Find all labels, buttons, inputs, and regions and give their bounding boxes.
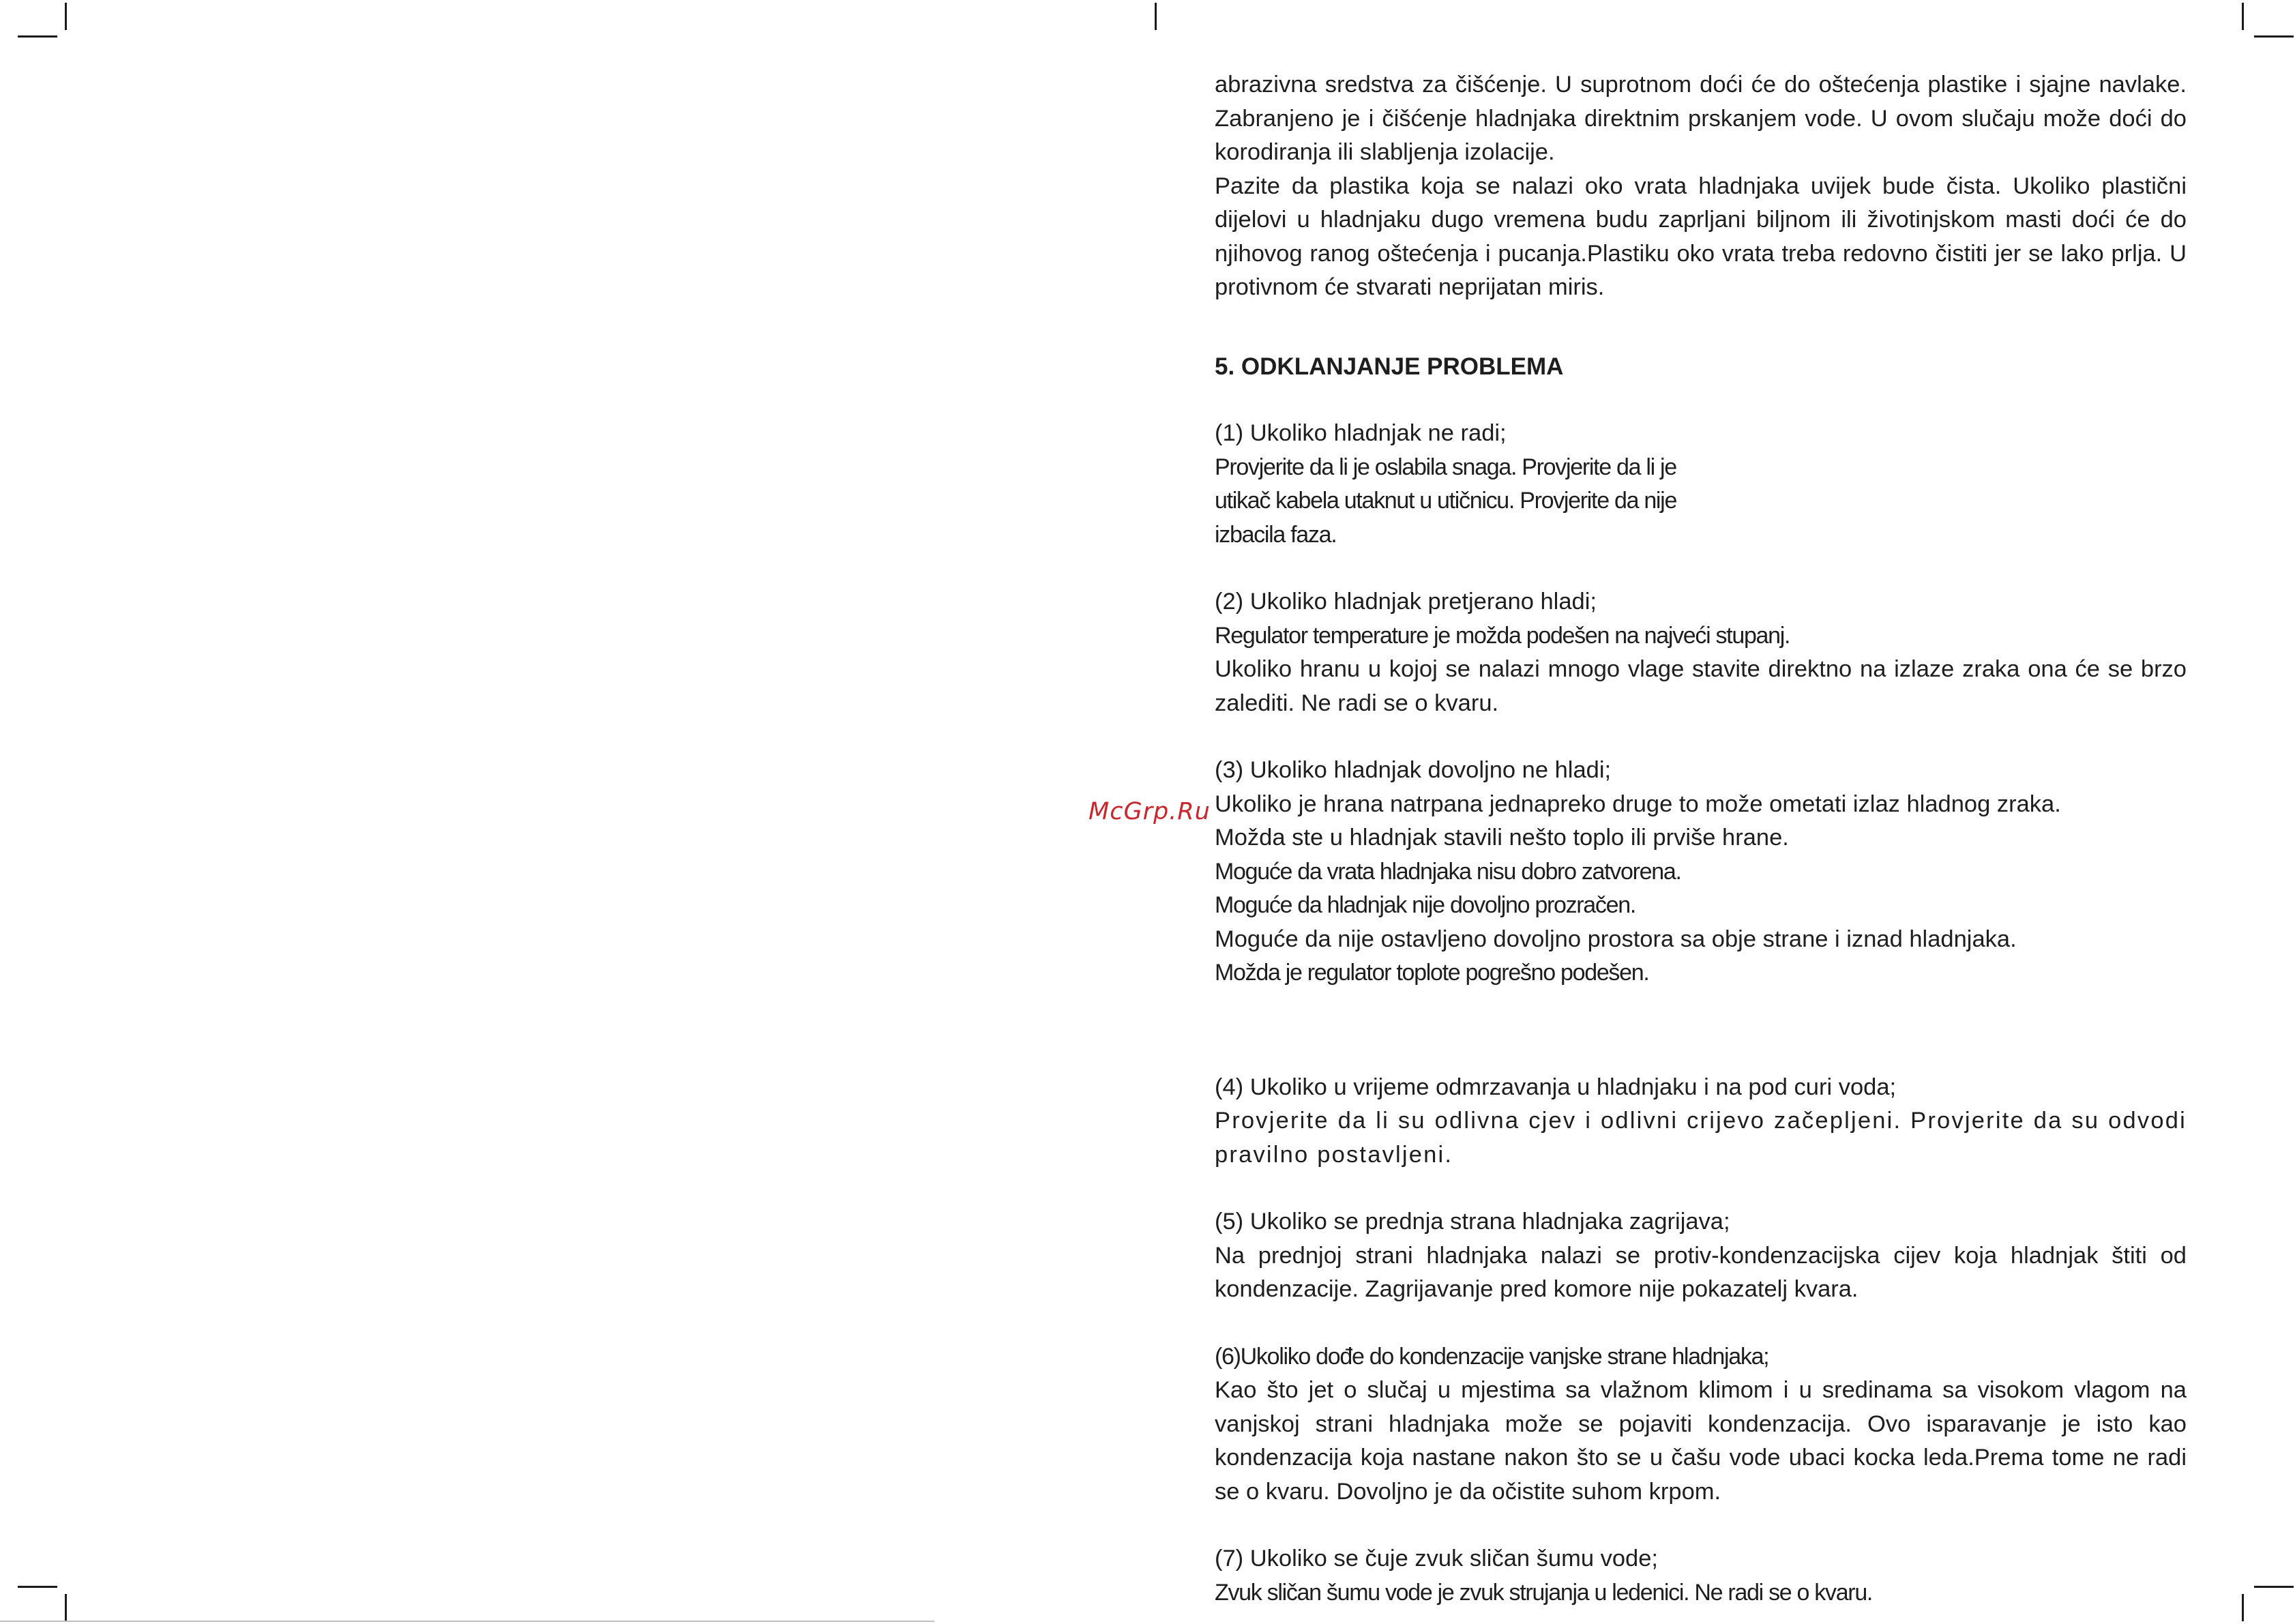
manual-text-column	[1215, 68, 2187, 1610]
troubleshoot-answer-paragraph: Ukoliko hranu u kojoj se nalazi mnogo vlage stavite direktno na izlaze zraka ona će se brzo zalediti. Ne radi se o kvaru.	[1215, 656, 2187, 716]
footer-rule	[0, 1621, 934, 1622]
troubleshoot-question-7: (7) Ukoliko se čuje zvuk sličan šumu vode;	[1215, 1546, 1659, 1571]
crop-mark-bottom-left-v	[65, 1594, 67, 1621]
troubleshoot-question-2: (2) Ukoliko hladnjak pretjerano hladi;	[1215, 589, 1597, 615]
troubleshoot-answer-line: izbacila faza.	[1215, 521, 1337, 548]
troubleshoot-answer-line: Moguće da hladnjak nije dovoljno prozračen.	[1215, 892, 1635, 918]
troubleshoot-answer-paragraph: Provjerite da li su odlivna cjev i odlivni crijevo začepljeni. Provjerite da su odvodi pravilno postavljeni.	[1215, 1108, 2187, 1168]
troubleshoot-answer-line: Moguće da vrata hladnjaka nisu dobro zatvorena.	[1215, 858, 1681, 885]
troubleshoot-answer-line: Možda ste u hladnjak stavili nešto toplo ili prviše hrane.	[1215, 825, 1789, 851]
troubleshoot-answer-line: utikač kabela utaknut u utičnicu. Provjerite da nije	[1215, 488, 1677, 514]
troubleshoot-answer-paragraph: Kao što jet o slučaj u mjestima sa vlažnom klimom i u sredinama sa visokom vlagom na vanjskoj strani hladnjaka može se pojaviti kondenzacija. Ovo isparavanje je isto kao kondenzacija koja nastane nakon što se u čašu vode ubaci kocka leda.Prema tome ne radi se o kvaru. Dovoljno je da očistite suhom krpom.	[1215, 1377, 2187, 1505]
crop-mark-top-left-v	[65, 3, 67, 30]
crop-mark-top-center-v	[1155, 3, 1157, 30]
troubleshoot-question-1: (1) Ukoliko hladnjak ne radi;	[1215, 420, 1507, 446]
intro-paragraph-2: Pazite da plastika koja se nalazi oko vrata hladnjaka uvijek bude čista. Ukoliko plastični dijelovi u hladnjaku dugo vremena budu zaprljani biljnom ili životinjskom masti doći će do njihovog ranog oštećenja i pucanja.Plastiku oko vrata treba redovno čistiti jer se lako prlja. U protivnom će stvarati neprijatan miris.	[1215, 173, 2187, 300]
troubleshoot-answer-line: Provjerite da li je oslabila snaga. Provjerite da li je	[1215, 454, 1676, 480]
crop-mark-top-left-h	[18, 35, 57, 38]
troubleshoot-question-5: (5) Ukoliko se prednja strana hladnjaka zagrijava;	[1215, 1209, 1730, 1235]
crop-mark-bottom-right-h	[2254, 1586, 2294, 1588]
troubleshoot-question-6: (6)Ukoliko dođe do kondenzacije vanjske strane hladnjaka;	[1215, 1343, 1769, 1370]
troubleshoot-question-3: (3) Ukoliko hladnjak dovoljno ne hladi;	[1215, 757, 1612, 783]
troubleshoot-answer-line: Moguće da nije ostavljeno dovoljno prostora sa obje strane i iznad hladnjaka.	[1215, 926, 2017, 952]
troubleshoot-answer-paragraph: Na prednjoj strani hladnjaka nalazi se protiv-kondenzacijska cijev koja hladnjak štiti od kondenzacije. Zagrijavanje pred komore nije pokazatelj kvara.	[1215, 1242, 2187, 1302]
crop-mark-bottom-right-v	[2242, 1594, 2244, 1621]
troubleshoot-answer-line: Regulator temperature je možda podešen na najveći stupanj.	[1215, 622, 1790, 649]
crop-mark-top-right-v	[2242, 3, 2244, 30]
section-title: 5. ODKLANJANJE PROBLEMA	[1215, 353, 1564, 380]
crop-mark-top-right-h	[2254, 35, 2294, 38]
troubleshoot-question-4: (4) Ukoliko u vrijeme odmrzavanja u hladnjaku i na pod curi voda;	[1215, 1074, 1897, 1100]
intro-paragraph-1: abrazivna sredstva za čišćenje. U suprotnom doći će do oštećenja plastike i sjajne navlake. Zabranjeno je i čišćenje hladnjaka direktnim prskanjem vode. U ovom slučaju može doći do korodiranja ili slabljenja izolacije.	[1215, 72, 2187, 165]
troubleshoot-answer-line: Ukoliko je hrana natrpana jednapreko druge to može ometati izlaz hladnog zraka.	[1215, 791, 2061, 817]
crop-mark-bottom-left-h	[18, 1586, 57, 1588]
troubleshoot-answer-line: Možda je regulator toplote pogrešno podešen.	[1215, 960, 1649, 986]
watermark: McGrp.Ru	[1089, 798, 1211, 825]
troubleshoot-answer-line: Zvuk sličan šumu vode je zvuk strujanja u ledenici. Ne radi se o kvaru.	[1215, 1579, 1873, 1606]
